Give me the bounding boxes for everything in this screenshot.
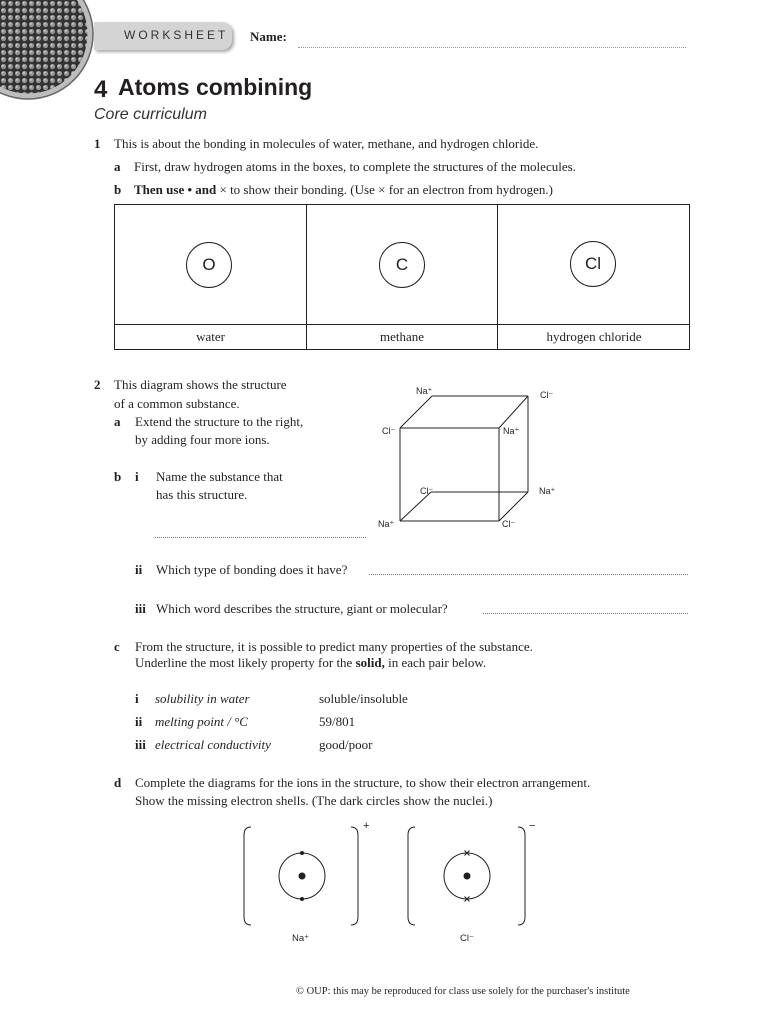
q1b-bold-text: Then use • and <box>134 182 217 197</box>
ion-label: Cl⁻ <box>502 519 516 529</box>
ion-name: Na⁺ <box>292 933 310 944</box>
q2c-text-pre: Underline the most likely property for the <box>135 655 353 670</box>
q2c-text-post: in each pair below. <box>388 655 487 670</box>
right-bracket <box>518 827 525 925</box>
left-bracket <box>408 827 415 925</box>
property-name: melting point / °C <box>155 714 248 729</box>
name-field-line[interactable] <box>298 47 686 48</box>
copyright-footer: © OUP: this may be reproduced for class use solely for the purchaser's institute <box>296 986 630 997</box>
q2c-text <box>135 654 486 672</box>
q2biii-label: iii <box>135 601 146 616</box>
property-label: ii <box>135 714 143 729</box>
table-divider <box>115 324 689 325</box>
ion-label: Cl⁻ <box>382 426 396 436</box>
answer-line-bii[interactable] <box>369 574 688 575</box>
right-bracket <box>351 827 358 925</box>
molecule-name: methane <box>379 329 425 344</box>
left-bracket <box>244 827 251 925</box>
property-label: i <box>135 691 139 706</box>
q2d-text: Complete the diagrams for the ions in the structure, to show their electron arrangement. <box>135 775 591 790</box>
q2a-text: by adding four more ions. <box>135 432 270 447</box>
q1-number: 1 <box>94 136 101 151</box>
q2bi-label: i <box>135 469 139 484</box>
molecule-name: hydrogen chloride <box>546 329 642 344</box>
property-options[interactable]: 59/801 <box>319 714 356 729</box>
q2-stem-line: This diagram shows the structure <box>114 377 287 392</box>
q2d-label: d <box>114 775 122 790</box>
ionic-lattice-diagram <box>370 380 570 540</box>
q1b-label: b <box>114 182 122 197</box>
ion-diagrams <box>235 815 545 950</box>
q2-stem-line: of a common substance. <box>114 396 240 411</box>
q2c-label: c <box>114 639 120 654</box>
q2d-text: Show the missing electron shells. (The dark circles show the nuclei.) <box>135 793 493 808</box>
property-options[interactable]: soluble/insoluble <box>319 691 408 706</box>
ion-label: Na⁺ <box>416 386 433 396</box>
ion-label: Na⁺ <box>503 426 520 436</box>
property-name: solubility in water <box>155 691 250 706</box>
sodium-nucleus <box>299 873 306 880</box>
ion-charge: + <box>363 820 370 832</box>
q1b-rest-text: × to show their bonding. (Use × for an electron from hydrogen.) <box>219 182 553 197</box>
electron-dot <box>300 851 304 855</box>
answer-line-biii[interactable] <box>483 613 688 614</box>
chapter-number: 4 <box>94 76 108 103</box>
ion-name: Cl⁻ <box>460 933 474 944</box>
q2bii-text: Which type of bonding does it have? <box>156 562 348 577</box>
carbon-atom: C <box>379 242 425 288</box>
q2-number: 2 <box>94 377 101 392</box>
ion-charge: − <box>529 820 536 832</box>
property-name: electrical conductivity <box>155 737 271 752</box>
ion-label: Cl⁻ <box>420 486 434 496</box>
molecule-table <box>114 204 690 350</box>
methane-drawing-box[interactable] <box>307 205 497 324</box>
page-subtitle: Core curriculum <box>94 106 207 123</box>
q1b-text <box>134 181 553 199</box>
chlorine-atom: Cl <box>570 241 616 287</box>
q1a-label: a <box>114 159 121 174</box>
property-label: iii <box>135 737 146 752</box>
hcl-drawing-box[interactable] <box>498 205 690 324</box>
molecule-name: water <box>196 329 225 344</box>
name-label: Name: <box>250 29 287 44</box>
q2c-text: From the structure, it is possible to predict many properties of the substance. <box>135 639 533 654</box>
ion-label: Cl⁻ <box>540 390 554 400</box>
answer-line-bi[interactable] <box>155 537 366 538</box>
page-title: Atoms combining <box>118 74 313 100</box>
oxygen-atom: O <box>186 242 232 288</box>
q2c-text-bold: solid, <box>355 655 385 670</box>
q2biii-text: Which word describes the structure, giant or molecular? <box>156 601 448 616</box>
q1a-text: First, draw hydrogen atoms in the boxes, to complete the structures of the molecules. <box>134 159 576 174</box>
chlorine-nucleus <box>464 873 471 880</box>
q2b-label: b <box>114 469 122 484</box>
q2a-text: Extend the structure to the right, <box>135 414 304 429</box>
property-options[interactable]: good/poor <box>319 737 373 752</box>
ion-label: Na⁺ <box>539 486 556 496</box>
electron-dot <box>300 897 304 901</box>
q2bii-label: ii <box>135 562 143 577</box>
q2bi-text: has this structure. <box>156 487 248 502</box>
water-drawing-box[interactable] <box>115 205 306 324</box>
worksheet-tab: WORKSHEET <box>94 22 232 50</box>
corner-decoration-image <box>0 0 96 110</box>
q1-stem: This is about the bonding in molecules of water, methane, and hydrogen chloride. <box>114 136 539 151</box>
ion-label: Na⁺ <box>378 519 395 529</box>
q2a-label: a <box>114 414 121 429</box>
q2bi-text: Name the substance that <box>156 469 283 484</box>
